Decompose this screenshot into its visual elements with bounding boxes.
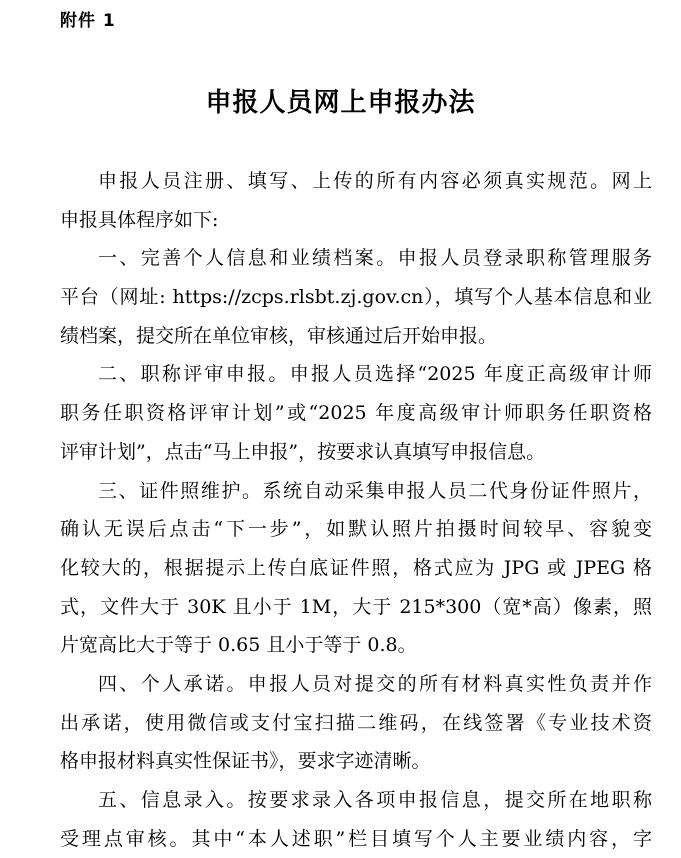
text-line: 一、完善个人信息和业绩档案。申报人员登录职称管理服务 <box>98 247 652 270</box>
text-line: 式，文件大于 30K 且小于 1M，大于 215*300（宽*高）像素，照 <box>60 595 652 618</box>
document-body <box>60 162 652 858</box>
document-title: 申报人员网上申报办法 <box>205 88 476 118</box>
text-line: 受理点审核。其中“本人述职”栏目填写个人主要业绩内容，字 <box>60 827 652 850</box>
text-line: 申报具体程序如下: <box>60 208 219 231</box>
text-line: 职务任职资格评审计划”或“2025 年度高级审计师职务任职资格 <box>60 402 652 425</box>
text-line: 四、个人承诺。申报人员对提交的所有材料真实性负责并作 <box>98 672 652 695</box>
text-line: 化较大的，根据提示上传白底证件照，格式应为 JPG 或 JPEG 格 <box>60 556 652 579</box>
text-line: 三、证件照维护。系统自动采集申报人员二代身份证件照片， <box>98 479 652 502</box>
attachment-label: 附件 1 <box>60 11 116 31</box>
text-line: 五、信息录入。按要求录入各项申报信息，提交所在地职称 <box>98 789 652 811</box>
text-line: 二、职称评审申报。申报人员选择“2025 年度正高级审计师 <box>98 363 652 386</box>
text-line: 申报人员注册、填写、上传的所有内容必须真实规范。网上 <box>98 170 652 192</box>
text-line: 绩档案，提交所在单位审核，审核通过后开始申报。 <box>60 324 498 347</box>
text-line: 确认无误后点击“下一步”，如默认照片拍摄时间较早、容貌变 <box>60 518 652 541</box>
text-line: 格申报材料真实性保证书》，要求字迹清晰。 <box>60 750 431 773</box>
text-line: 评审计划”，点击“马上申报”，按要求认真填写申报信息。 <box>60 440 546 463</box>
text-line: 平台（网址: https://zcps.rlsbt.zj.gov.cn），填写个人基本信息和业 <box>60 286 652 309</box>
text-line: 片宽高比大于等于 0.65 且小于等于 0.8。 <box>60 634 417 657</box>
text-line: 出承诺，使用微信或支付宝扫描二维码，在线签署《专业技术资 <box>60 711 652 734</box>
